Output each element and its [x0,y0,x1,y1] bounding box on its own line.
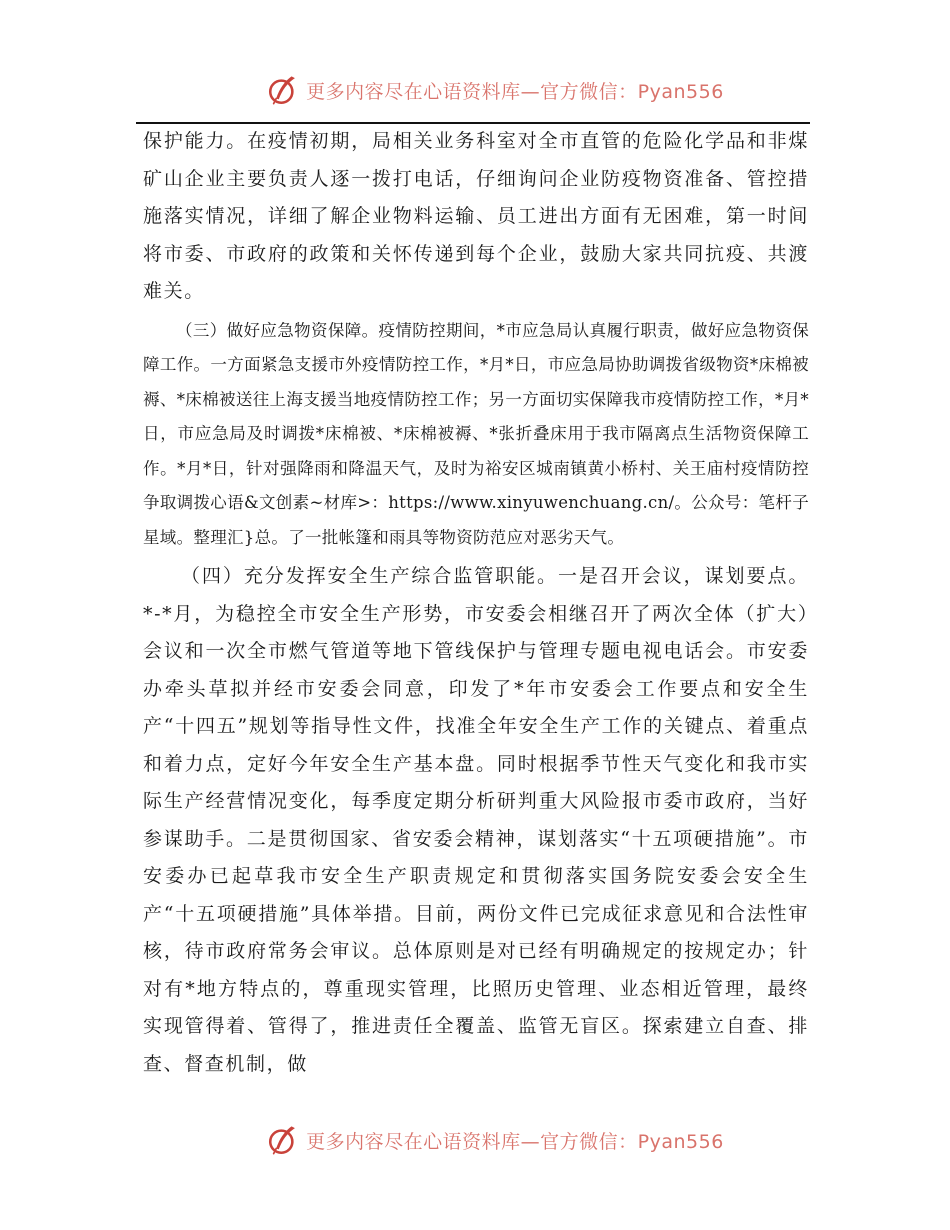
footer-banner-text: 更多内容尽在心语资料库—官方微信：Pyan556 [306,1130,724,1153]
header-banner-inner [266,73,724,107]
footer-banner-inner [266,1123,724,1157]
quill-logo-icon [266,1123,300,1157]
footer-banner [0,1120,950,1160]
document-body [143,123,809,1083]
quill-logo-icon [266,73,300,107]
header-banner-text: 更多内容尽在心语资料库—官方微信：Pyan556 [306,80,724,103]
header-banner [0,70,950,110]
paragraph-2: （三）做好应急物资保障。疫情防控期间，*市应急局认真履行职责，做好应急物资保障工作。一方面紧急支援市外疫情防控工作，*月*日，市应急局协助调拨省级物资*床棉被褥、*床棉被送往上海支援当地疫情防控工作；另一方面切实保障我市疫情防控工作，*月*日，市应急局及时调拨*床棉被、*床棉被褥、*张折叠床用于我市隔离点生活物资保障工作。*月*日，针对强降雨和降温天气，及时为裕安区城南镇黄小桥村、关王庙村疫情防控争取调拨心语&文创素~材库>：https://www.xinyuwenchuang.cn/。公众号：笔杆子星域。整理汇}总。了一批帐篷和雨具等物资防范应对恶劣天气。 [143,320,809,547]
paragraph-3: （四）充分发挥安全生产综合监管职能。一是召开会议，谋划要点。*-*月，为稳控全市安全生产形势，市安委会相继召开了两次全体（扩大）会议和一次全市燃气管道等地下管线保护与管理专题电视电话会。市安委办牵头草拟并经市安委会同意，印发了*年市安委会工作要点和安全生产“十四五”规划等指导性文件，找准全年安全生产工作的关键点、着重点和着力点，定好今年安全生产基本盘。同时根据季节性天气变化和我市实际生产经营情况变化，每季度定期分析研判重大风险报市委市政府，当好参谋助手。二是贯彻国家、省安委会精神，谋划落实“十五项硬措施”。市安委办已起草我市安全生产职责规定和贯彻落实国务院安委会安全生产“十五项硬措施”具体举措。目前，两份文件已完成征求意见和合法性审核，待市政府常务会审议。总体原则是对已经有明确规定的按规定办；针对有*地方特点的，尊重现实管理，比照历史管理、业态相近管理，最终实现管得着、管得了，推进责任全覆盖、监管无盲区。探索建立自查、排查、督查机制，做 [143,565,809,1075]
paragraph-1: 保护能力。在疫情初期，局相关业务科室对全市直管的危险化学品和非煤矿山企业主要负责人逐一拨打电话，仔细询问企业防疫物资准备、管控措施落实情况，详细了解企业物料运输、员工进出方面有无困难，第一时间将市委、市政府的政策和关怀传递到每个企业，鼓励大家共同抗疫、共渡难关。 [143,130,809,302]
